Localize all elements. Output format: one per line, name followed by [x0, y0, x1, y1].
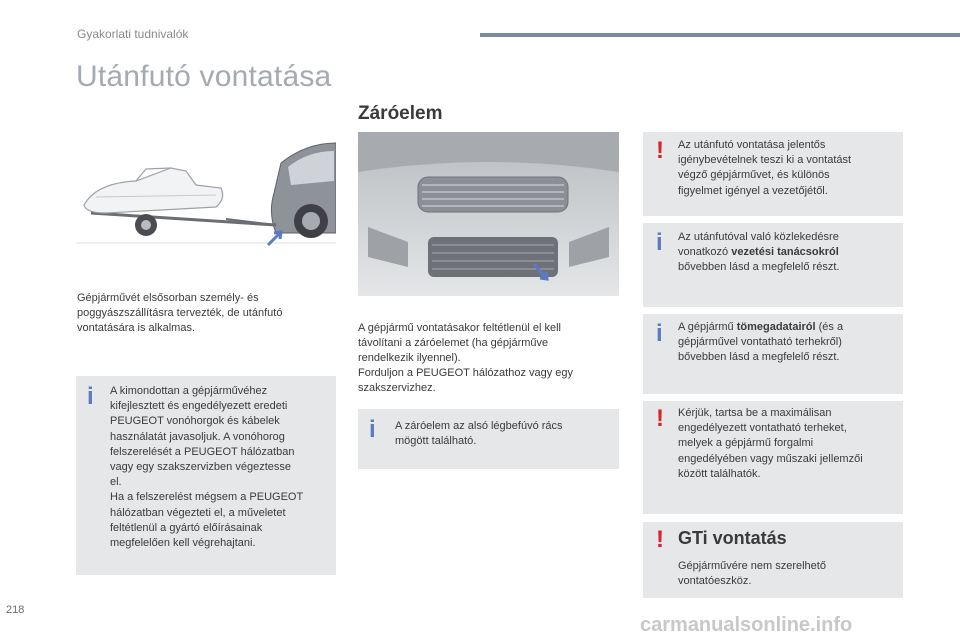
- text-span: A gépjármű: [678, 321, 737, 333]
- text-line: mögött található.: [395, 435, 477, 448]
- text-line: A záróelem az alsó légbefúvó rács: [395, 420, 563, 432]
- text-line: végző gépjárművet, és különös: [678, 169, 830, 182]
- text-line: megfelelően kell végrehajtani.: [110, 537, 256, 550]
- intro-line: vontatására is alkalmas.: [77, 322, 195, 334]
- subtitle-closing-element: Záróelem: [358, 103, 443, 124]
- bold-link-text: vezetési tanácsokról: [731, 246, 839, 259]
- text-line: [678, 245, 839, 260]
- page-number: 218: [6, 604, 25, 616]
- info-icon: i: [656, 229, 663, 256]
- text-line: igénybevételnek teszi ki a vontatást: [678, 154, 852, 167]
- text-line: vontatóeszköz.: [678, 575, 752, 588]
- info-box-text: [678, 230, 839, 276]
- bold-link-text: tömegadatairól: [736, 321, 816, 333]
- text-line: engedélyében vagy műszaki jellemzői: [678, 452, 863, 465]
- towing-illustration: [76, 133, 336, 278]
- info-box-driving-advice: [643, 223, 903, 307]
- warning-box-towing-stress: [643, 132, 903, 216]
- text-line: bővebben lásd a megfelelő részt.: [678, 261, 840, 274]
- info-box-weights: [643, 314, 903, 394]
- info-icon: i: [87, 383, 94, 410]
- text-span: vonatkozó: [678, 246, 732, 259]
- text-line: Forduljon a PEUGEOT hálózathoz vagy egy: [358, 367, 574, 379]
- text-line: Ha a felszerelést mégsem a PEUGEOT: [110, 491, 304, 504]
- exclamation-icon: !: [656, 405, 664, 432]
- exclamation-icon: !: [656, 137, 664, 164]
- intro-text: [77, 291, 282, 336]
- text-line: gépjárművel vontatható terhekről): [678, 336, 842, 349]
- text-line: távolítani a záróelemet (ha gépjárműve: [358, 337, 549, 349]
- text-line: kifejlesztett és engedélyezett eredeti: [110, 400, 288, 413]
- text-line: szakszervizhez.: [358, 382, 436, 394]
- info-box-text: [110, 384, 303, 551]
- text-line: vagy egy szakszervizben végeztesse: [110, 461, 291, 474]
- text-line: Kérjük, tartsa be a maximálisan: [678, 407, 832, 419]
- info-box-towbar: [76, 376, 336, 575]
- intro-line: Gépjárművét elsősorban személy- és: [77, 292, 259, 304]
- info-box-text: [395, 419, 563, 449]
- text-line: A gépjármű vontatásakor feltétlenül el kell: [358, 322, 562, 334]
- text-line: bővebben lásd a megfelelő részt.: [678, 351, 840, 364]
- text-line: rendelkezik ilyennel).: [358, 352, 461, 364]
- text-line: engedélyezett vontatható terheket,: [678, 422, 847, 435]
- text-line: Az utánfutó vontatása jelentős: [678, 139, 826, 151]
- text-line: hálózatban végezteti el, a műveletet: [110, 506, 286, 519]
- info-box-closing-location: [358, 409, 619, 469]
- text-line: Gépjárművére nem szerelhető: [678, 560, 826, 572]
- text-line: el.: [110, 476, 122, 489]
- header-rule: [480, 33, 960, 37]
- info-icon: i: [656, 320, 663, 347]
- text-line: [678, 320, 843, 335]
- section-label: Gyakorlati tudnivalók: [77, 27, 189, 41]
- intro-line: poggyászszállításra tervezték, de utánfutó: [77, 307, 283, 319]
- text-line: között találhatók.: [678, 467, 761, 480]
- info-icon: i: [369, 416, 376, 443]
- warning-box-gti: [643, 522, 903, 598]
- text-line: A kimondottan a gépjárművéhez: [110, 385, 268, 397]
- page-title: Utánfutó vontatása: [76, 60, 332, 93]
- text-line: feltétlenül a gyártó előírásainak: [110, 521, 263, 534]
- text-line: figyelmet igényel a vezetőjétől.: [678, 184, 828, 197]
- text-line: PEUGEOT vonóhorgok és kábelek: [110, 415, 280, 428]
- text-span: (és a: [815, 321, 844, 333]
- watermark: carmanualsonline.info: [640, 614, 853, 636]
- info-box-text: [678, 320, 843, 366]
- text-line: Az utánfutóval való közlekedésre: [678, 231, 839, 243]
- text-line: melyek a gépjármű forgalmi: [678, 437, 814, 450]
- warning-box-text: [678, 406, 863, 482]
- gti-title: GTi vontatás: [678, 528, 787, 548]
- text-line: használatát javasoljuk. A vonóhorog: [110, 430, 285, 443]
- gti-text: [678, 559, 826, 589]
- exclamation-icon: !: [656, 526, 664, 553]
- front-grille-photo: [358, 132, 619, 296]
- closing-element-text: [358, 321, 573, 396]
- warning-box-text: [678, 138, 851, 199]
- text-line: felszerelését a PEUGEOT hálózatban: [110, 445, 295, 458]
- warning-box-max-load: [643, 401, 903, 514]
